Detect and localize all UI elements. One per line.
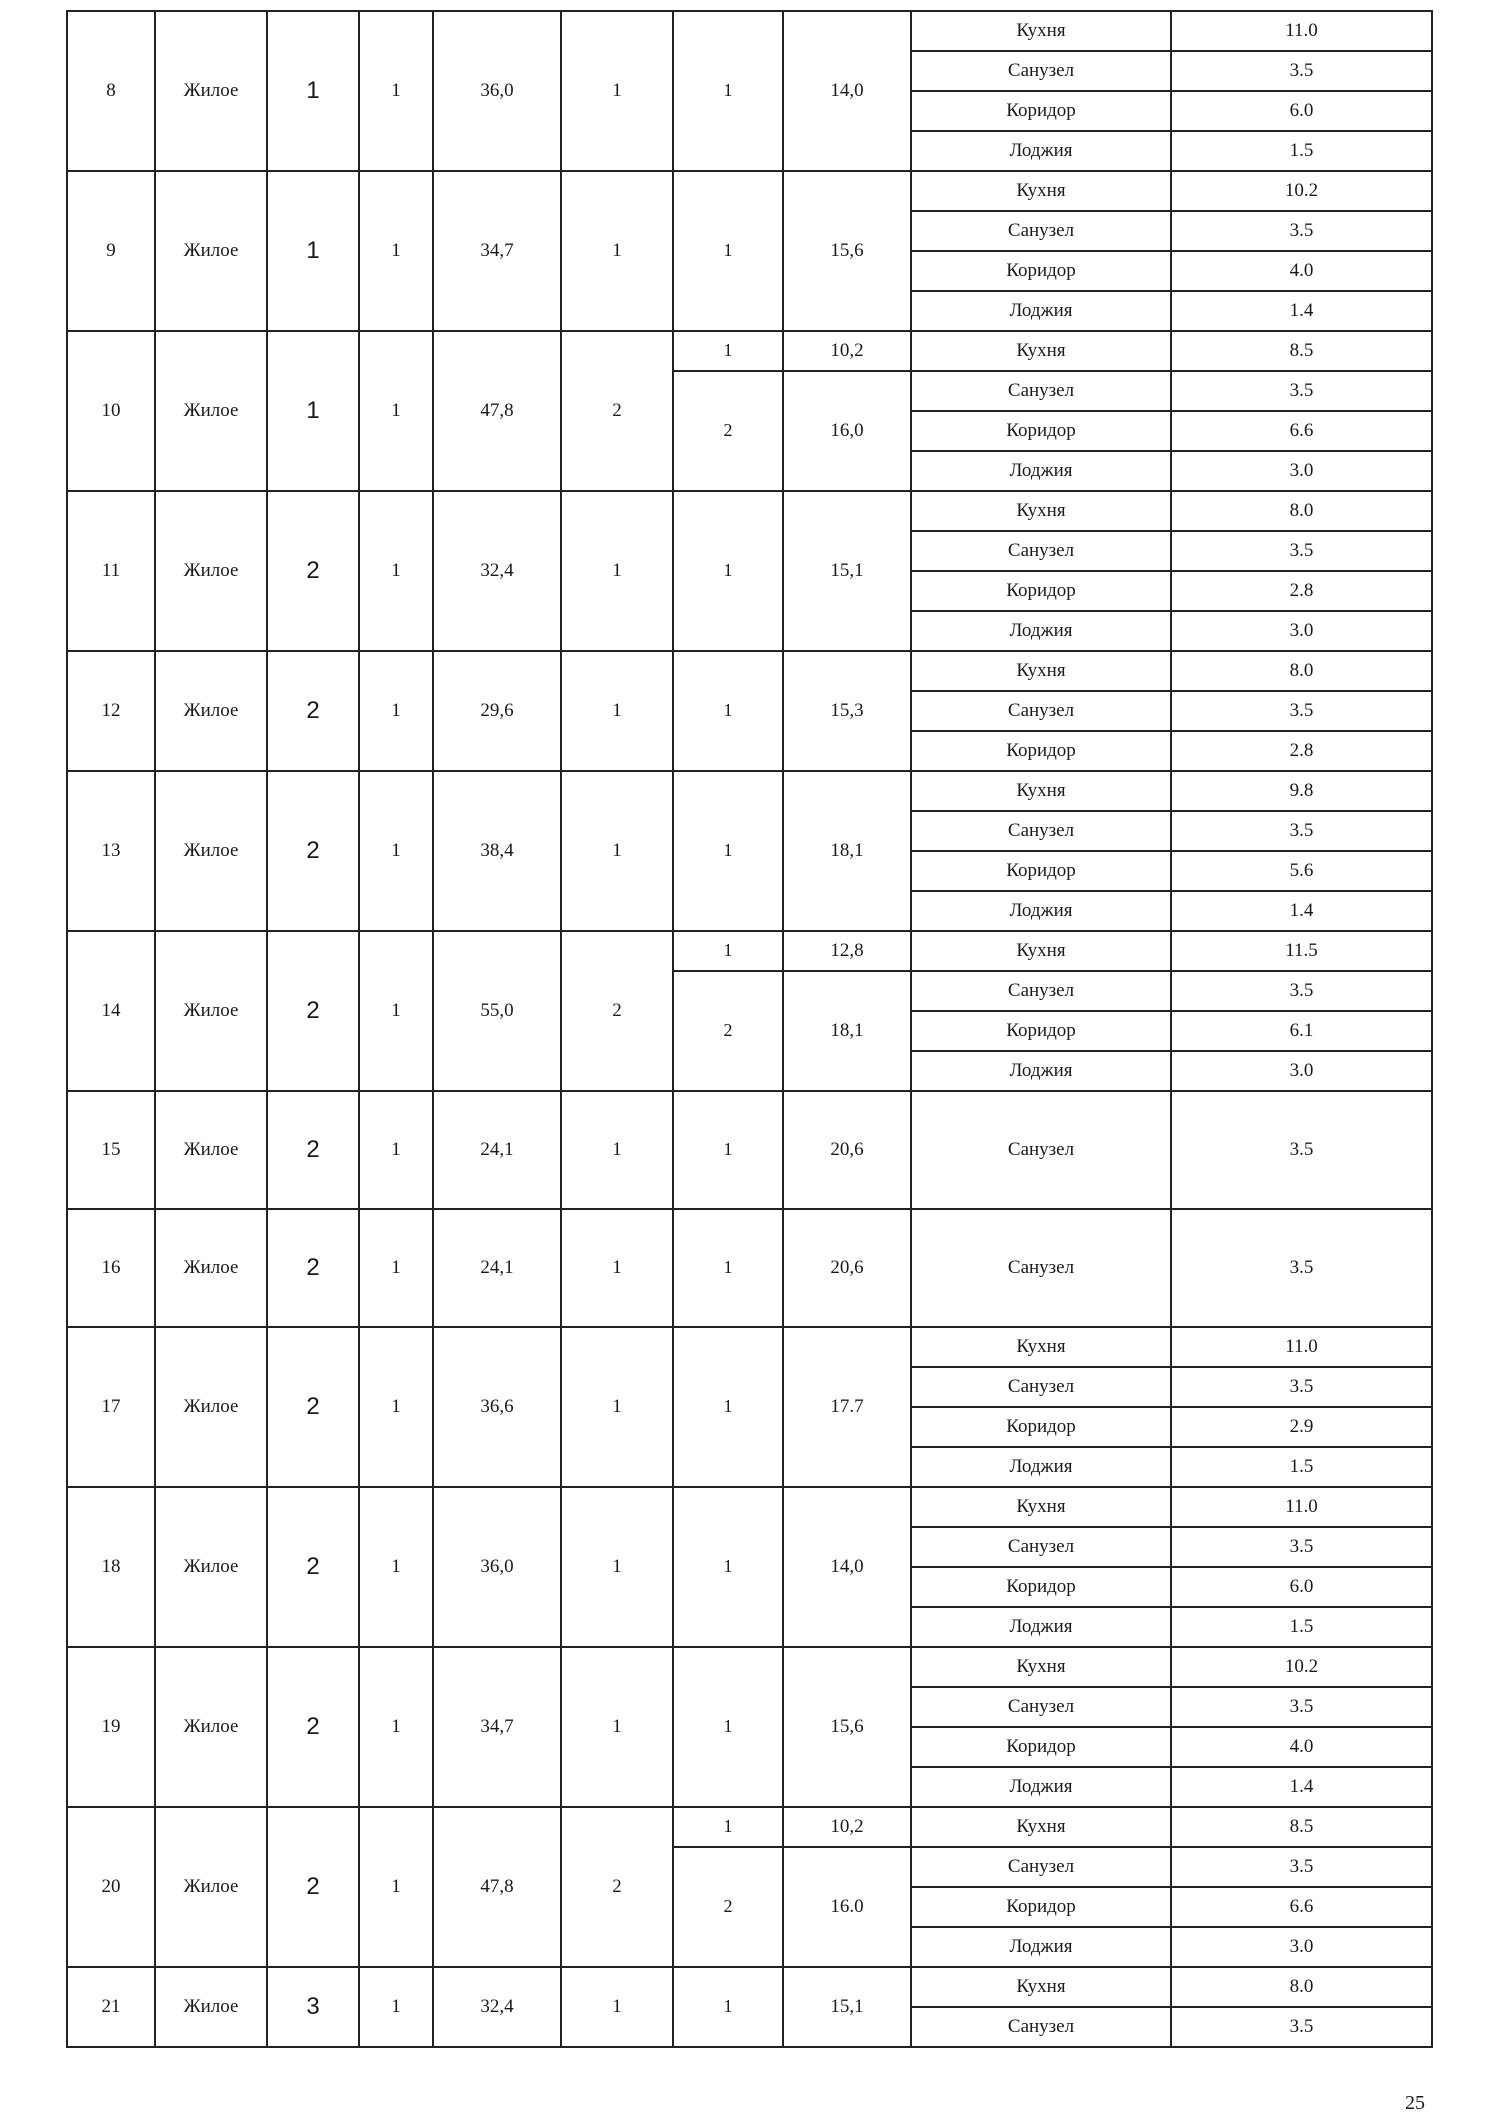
apartment-type-cell: Жилое bbox=[155, 1327, 267, 1487]
room-name-cell: Кухня bbox=[911, 11, 1171, 51]
room-name-cell: Кухня bbox=[911, 1967, 1171, 2007]
apartment-type-cell: Жилое bbox=[155, 1967, 267, 2047]
room-name-cell: Лоджия bbox=[911, 131, 1171, 171]
living-rooms-count-cell: 2 bbox=[561, 331, 673, 491]
room-area-cell: 2.9 bbox=[1171, 1407, 1432, 1447]
apartment-number-cell: 14 bbox=[67, 931, 155, 1091]
table-row bbox=[67, 1091, 1432, 1209]
total-area-cell: 36,0 bbox=[433, 11, 561, 171]
living-room-area-cell: 15,1 bbox=[783, 491, 911, 651]
total-area-cell: 29,6 bbox=[433, 651, 561, 771]
living-rooms-count-cell: 1 bbox=[561, 1967, 673, 2047]
total-area-cell: 47,8 bbox=[433, 1807, 561, 1967]
rooms-count-cell: 1 bbox=[359, 1209, 433, 1327]
floor-cell: 2 bbox=[267, 1327, 359, 1487]
room-area-cell: 6.0 bbox=[1171, 1567, 1432, 1607]
apartment-number-cell: 21 bbox=[67, 1967, 155, 2047]
table-row bbox=[67, 1327, 1432, 1367]
room-name-cell: Коридор bbox=[911, 91, 1171, 131]
rooms-count-cell: 1 bbox=[359, 931, 433, 1091]
room-name-cell: Лоджия bbox=[911, 1447, 1171, 1487]
living-room-number-cell: 1 bbox=[673, 1807, 783, 1847]
living-room-number-cell: 1 bbox=[673, 1487, 783, 1647]
room-name-cell: Кухня bbox=[911, 1647, 1171, 1687]
room-name-cell: Коридор bbox=[911, 1567, 1171, 1607]
apartment-type-cell: Жилое bbox=[155, 331, 267, 491]
room-area-cell: 11.0 bbox=[1171, 1327, 1432, 1367]
room-area-cell: 3.5 bbox=[1171, 1091, 1432, 1209]
apartment-type-cell: Жилое bbox=[155, 1487, 267, 1647]
rooms-count-cell: 1 bbox=[359, 1807, 433, 1967]
table-row bbox=[67, 491, 1432, 531]
room-name-cell: Лоджия bbox=[911, 291, 1171, 331]
floor-cell: 1 bbox=[267, 331, 359, 491]
total-area-cell: 55,0 bbox=[433, 931, 561, 1091]
room-area-cell: 8.0 bbox=[1171, 1967, 1432, 2007]
room-name-cell: Лоджия bbox=[911, 1051, 1171, 1091]
table-row bbox=[67, 11, 1432, 51]
living-room-number-cell: 2 bbox=[673, 1847, 783, 1967]
room-area-cell: 5.6 bbox=[1171, 851, 1432, 891]
total-area-cell: 34,7 bbox=[433, 171, 561, 331]
room-name-cell: Коридор bbox=[911, 411, 1171, 451]
room-name-cell: Коридор bbox=[911, 1407, 1171, 1447]
total-area-cell: 36,6 bbox=[433, 1327, 561, 1487]
room-area-cell: 1.5 bbox=[1171, 1607, 1432, 1647]
living-room-number-cell: 1 bbox=[673, 1327, 783, 1487]
living-room-area-cell: 15,1 bbox=[783, 1967, 911, 2047]
apartment-number-cell: 15 bbox=[67, 1091, 155, 1209]
apartment-type-cell: Жилое bbox=[155, 931, 267, 1091]
living-room-area-cell: 14,0 bbox=[783, 11, 911, 171]
room-area-cell: 3.5 bbox=[1171, 51, 1432, 91]
apartment-type-cell: Жилое bbox=[155, 1091, 267, 1209]
apartment-number-cell: 13 bbox=[67, 771, 155, 931]
living-room-area-cell: 12,8 bbox=[783, 931, 911, 971]
living-rooms-count-cell: 1 bbox=[561, 1327, 673, 1487]
floor-cell: 2 bbox=[267, 771, 359, 931]
apartment-number-cell: 12 bbox=[67, 651, 155, 771]
room-name-cell: Санузел bbox=[911, 971, 1171, 1011]
living-room-number-cell: 1 bbox=[673, 171, 783, 331]
living-room-number-cell: 1 bbox=[673, 1209, 783, 1327]
living-room-area-cell: 18,1 bbox=[783, 971, 911, 1091]
room-area-cell: 11.0 bbox=[1171, 1487, 1432, 1527]
room-name-cell: Санузел bbox=[911, 371, 1171, 411]
room-area-cell: 8.0 bbox=[1171, 491, 1432, 531]
room-name-cell: Коридор bbox=[911, 1011, 1171, 1051]
room-area-cell: 8.5 bbox=[1171, 331, 1432, 371]
rooms-count-cell: 1 bbox=[359, 11, 433, 171]
total-area-cell: 34,7 bbox=[433, 1647, 561, 1807]
rooms-count-cell: 1 bbox=[359, 1091, 433, 1209]
room-name-cell: Санузел bbox=[911, 1209, 1171, 1327]
floor-cell: 2 bbox=[267, 1647, 359, 1807]
apartment-number-cell: 17 bbox=[67, 1327, 155, 1487]
room-area-cell: 6.1 bbox=[1171, 1011, 1432, 1051]
room-area-cell: 11.5 bbox=[1171, 931, 1432, 971]
apartment-type-cell: Жилое bbox=[155, 171, 267, 331]
room-area-cell: 3.0 bbox=[1171, 1051, 1432, 1091]
floor-cell: 2 bbox=[267, 1209, 359, 1327]
room-name-cell: Санузел bbox=[911, 51, 1171, 91]
room-area-cell: 1.5 bbox=[1171, 131, 1432, 171]
rooms-count-cell: 1 bbox=[359, 1327, 433, 1487]
room-area-cell: 3.5 bbox=[1171, 1847, 1432, 1887]
total-area-cell: 24,1 bbox=[433, 1209, 561, 1327]
living-room-number-cell: 1 bbox=[673, 651, 783, 771]
room-area-cell: 4.0 bbox=[1171, 1727, 1432, 1767]
room-name-cell: Коридор bbox=[911, 251, 1171, 291]
table-row bbox=[67, 1967, 1432, 2007]
living-room-number-cell: 1 bbox=[673, 491, 783, 651]
floor-cell: 2 bbox=[267, 1487, 359, 1647]
room-area-cell: 1.4 bbox=[1171, 291, 1432, 331]
living-room-area-cell: 17.7 bbox=[783, 1327, 911, 1487]
living-room-number-cell: 1 bbox=[673, 1967, 783, 2047]
living-rooms-count-cell: 1 bbox=[561, 171, 673, 331]
living-room-area-cell: 10,2 bbox=[783, 331, 911, 371]
room-area-cell: 1.5 bbox=[1171, 1447, 1432, 1487]
room-name-cell: Санузел bbox=[911, 1847, 1171, 1887]
room-area-cell: 3.0 bbox=[1171, 611, 1432, 651]
room-area-cell: 9.8 bbox=[1171, 771, 1432, 811]
table-row bbox=[67, 651, 1432, 691]
living-room-number-cell: 1 bbox=[673, 11, 783, 171]
room-area-cell: 6.6 bbox=[1171, 411, 1432, 451]
apartment-type-cell: Жилое bbox=[155, 651, 267, 771]
room-area-cell: 3.5 bbox=[1171, 691, 1432, 731]
living-room-number-cell: 2 bbox=[673, 971, 783, 1091]
room-area-cell: 11.0 bbox=[1171, 11, 1432, 51]
living-room-area-cell: 16.0 bbox=[783, 1847, 911, 1967]
living-room-area-cell: 18,1 bbox=[783, 771, 911, 931]
room-area-cell: 3.5 bbox=[1171, 1367, 1432, 1407]
room-area-cell: 3.5 bbox=[1171, 971, 1432, 1011]
room-area-cell: 3.5 bbox=[1171, 1527, 1432, 1567]
floor-cell: 2 bbox=[267, 491, 359, 651]
room-area-cell: 3.5 bbox=[1171, 531, 1432, 571]
rooms-count-cell: 1 bbox=[359, 771, 433, 931]
apartment-type-cell: Жилое bbox=[155, 771, 267, 931]
living-room-number-cell: 1 bbox=[673, 1091, 783, 1209]
apartment-number-cell: 9 bbox=[67, 171, 155, 331]
room-area-cell: 8.5 bbox=[1171, 1807, 1432, 1847]
room-area-cell: 2.8 bbox=[1171, 571, 1432, 611]
rooms-count-cell: 1 bbox=[359, 1647, 433, 1807]
room-name-cell: Коридор bbox=[911, 731, 1171, 771]
living-room-area-cell: 10,2 bbox=[783, 1807, 911, 1847]
floor-cell: 2 bbox=[267, 651, 359, 771]
room-name-cell: Кухня bbox=[911, 171, 1171, 211]
total-area-cell: 24,1 bbox=[433, 1091, 561, 1209]
apartment-number-cell: 16 bbox=[67, 1209, 155, 1327]
living-rooms-count-cell: 1 bbox=[561, 771, 673, 931]
living-rooms-count-cell: 1 bbox=[561, 1091, 673, 1209]
room-name-cell: Коридор bbox=[911, 851, 1171, 891]
total-area-cell: 32,4 bbox=[433, 491, 561, 651]
room-name-cell: Санузел bbox=[911, 1091, 1171, 1209]
apartment-number-cell: 11 bbox=[67, 491, 155, 651]
living-rooms-count-cell: 1 bbox=[561, 651, 673, 771]
room-name-cell: Кухня bbox=[911, 331, 1171, 371]
living-room-area-cell: 14,0 bbox=[783, 1487, 911, 1647]
rooms-count-cell: 1 bbox=[359, 491, 433, 651]
living-room-number-cell: 1 bbox=[673, 931, 783, 971]
room-name-cell: Санузел bbox=[911, 2007, 1171, 2047]
living-room-area-cell: 15,6 bbox=[783, 171, 911, 331]
room-name-cell: Санузел bbox=[911, 691, 1171, 731]
total-area-cell: 32,4 bbox=[433, 1967, 561, 2047]
apartment-type-cell: Жилое bbox=[155, 1647, 267, 1807]
living-room-area-cell: 16,0 bbox=[783, 371, 911, 491]
living-room-area-cell: 15,3 bbox=[783, 651, 911, 771]
room-area-cell: 3.5 bbox=[1171, 211, 1432, 251]
room-area-cell: 2.8 bbox=[1171, 731, 1432, 771]
room-name-cell: Коридор bbox=[911, 1887, 1171, 1927]
room-name-cell: Санузел bbox=[911, 531, 1171, 571]
room-name-cell: Санузел bbox=[911, 1527, 1171, 1567]
living-room-number-cell: 1 bbox=[673, 331, 783, 371]
apartment-table bbox=[66, 10, 1433, 2048]
room-area-cell: 3.5 bbox=[1171, 1209, 1432, 1327]
table-row bbox=[67, 331, 1432, 371]
room-area-cell: 10.2 bbox=[1171, 171, 1432, 211]
room-area-cell: 3.0 bbox=[1171, 1927, 1432, 1967]
floor-cell: 1 bbox=[267, 11, 359, 171]
living-room-area-cell: 15,6 bbox=[783, 1647, 911, 1807]
living-rooms-count-cell: 1 bbox=[561, 1209, 673, 1327]
floor-cell: 2 bbox=[267, 1807, 359, 1967]
living-rooms-count-cell: 1 bbox=[561, 1647, 673, 1807]
rooms-count-cell: 1 bbox=[359, 171, 433, 331]
room-area-cell: 3.5 bbox=[1171, 1687, 1432, 1727]
living-room-number-cell: 1 bbox=[673, 771, 783, 931]
room-area-cell: 3.5 bbox=[1171, 2007, 1432, 2047]
apartment-number-cell: 19 bbox=[67, 1647, 155, 1807]
room-name-cell: Санузел bbox=[911, 1687, 1171, 1727]
table-row bbox=[67, 1487, 1432, 1527]
room-name-cell: Коридор bbox=[911, 1727, 1171, 1767]
room-name-cell: Кухня bbox=[911, 1487, 1171, 1527]
total-area-cell: 36,0 bbox=[433, 1487, 561, 1647]
total-area-cell: 47,8 bbox=[433, 331, 561, 491]
room-name-cell: Санузел bbox=[911, 1367, 1171, 1407]
room-name-cell: Кухня bbox=[911, 1807, 1171, 1847]
room-area-cell: 1.4 bbox=[1171, 891, 1432, 931]
living-rooms-count-cell: 1 bbox=[561, 1487, 673, 1647]
table-row bbox=[67, 171, 1432, 211]
apartment-type-cell: Жилое bbox=[155, 11, 267, 171]
room-name-cell: Лоджия bbox=[911, 611, 1171, 651]
room-name-cell: Кухня bbox=[911, 931, 1171, 971]
floor-cell: 2 bbox=[267, 1091, 359, 1209]
apartment-number-cell: 20 bbox=[67, 1807, 155, 1967]
apartment-type-cell: Жилое bbox=[155, 1807, 267, 1967]
room-area-cell: 6.0 bbox=[1171, 91, 1432, 131]
room-name-cell: Лоджия bbox=[911, 1927, 1171, 1967]
room-name-cell: Кухня bbox=[911, 651, 1171, 691]
living-room-number-cell: 2 bbox=[673, 371, 783, 491]
living-rooms-count-cell: 1 bbox=[561, 491, 673, 651]
room-area-cell: 10.2 bbox=[1171, 1647, 1432, 1687]
living-room-area-cell: 20,6 bbox=[783, 1209, 911, 1327]
room-name-cell: Лоджия bbox=[911, 1607, 1171, 1647]
table-row bbox=[67, 1209, 1432, 1327]
apartment-number-cell: 18 bbox=[67, 1487, 155, 1647]
room-area-cell: 6.6 bbox=[1171, 1887, 1432, 1927]
apartment-number-cell: 8 bbox=[67, 11, 155, 171]
floor-cell: 2 bbox=[267, 931, 359, 1091]
room-name-cell: Кухня bbox=[911, 1327, 1171, 1367]
floor-cell: 3 bbox=[267, 1967, 359, 2047]
table-row bbox=[67, 1647, 1432, 1687]
living-room-number-cell: 1 bbox=[673, 1647, 783, 1807]
room-area-cell: 3.5 bbox=[1171, 811, 1432, 851]
room-area-cell: 4.0 bbox=[1171, 251, 1432, 291]
page-number: 25 bbox=[1405, 2092, 1425, 2114]
room-name-cell: Кухня bbox=[911, 771, 1171, 811]
room-name-cell: Коридор bbox=[911, 571, 1171, 611]
rooms-count-cell: 1 bbox=[359, 1967, 433, 2047]
living-rooms-count-cell: 2 bbox=[561, 1807, 673, 1967]
floor-cell: 1 bbox=[267, 171, 359, 331]
rooms-count-cell: 1 bbox=[359, 651, 433, 771]
living-room-area-cell: 20,6 bbox=[783, 1091, 911, 1209]
apartment-type-cell: Жилое bbox=[155, 491, 267, 651]
living-rooms-count-cell: 1 bbox=[561, 11, 673, 171]
room-area-cell: 8.0 bbox=[1171, 651, 1432, 691]
table-row bbox=[67, 931, 1432, 971]
table-row bbox=[67, 1807, 1432, 1847]
living-rooms-count-cell: 2 bbox=[561, 931, 673, 1091]
room-area-cell: 1.4 bbox=[1171, 1767, 1432, 1807]
apartment-number-cell: 10 bbox=[67, 331, 155, 491]
room-area-cell: 3.5 bbox=[1171, 371, 1432, 411]
room-name-cell: Санузел bbox=[911, 211, 1171, 251]
rooms-count-cell: 1 bbox=[359, 331, 433, 491]
room-area-cell: 3.0 bbox=[1171, 451, 1432, 491]
room-name-cell: Лоджия bbox=[911, 1767, 1171, 1807]
apartment-type-cell: Жилое bbox=[155, 1209, 267, 1327]
room-name-cell: Лоджия bbox=[911, 451, 1171, 491]
room-name-cell: Санузел bbox=[911, 811, 1171, 851]
room-name-cell: Лоджия bbox=[911, 891, 1171, 931]
rooms-count-cell: 1 bbox=[359, 1487, 433, 1647]
total-area-cell: 38,4 bbox=[433, 771, 561, 931]
table-row bbox=[67, 771, 1432, 811]
room-name-cell: Кухня bbox=[911, 491, 1171, 531]
